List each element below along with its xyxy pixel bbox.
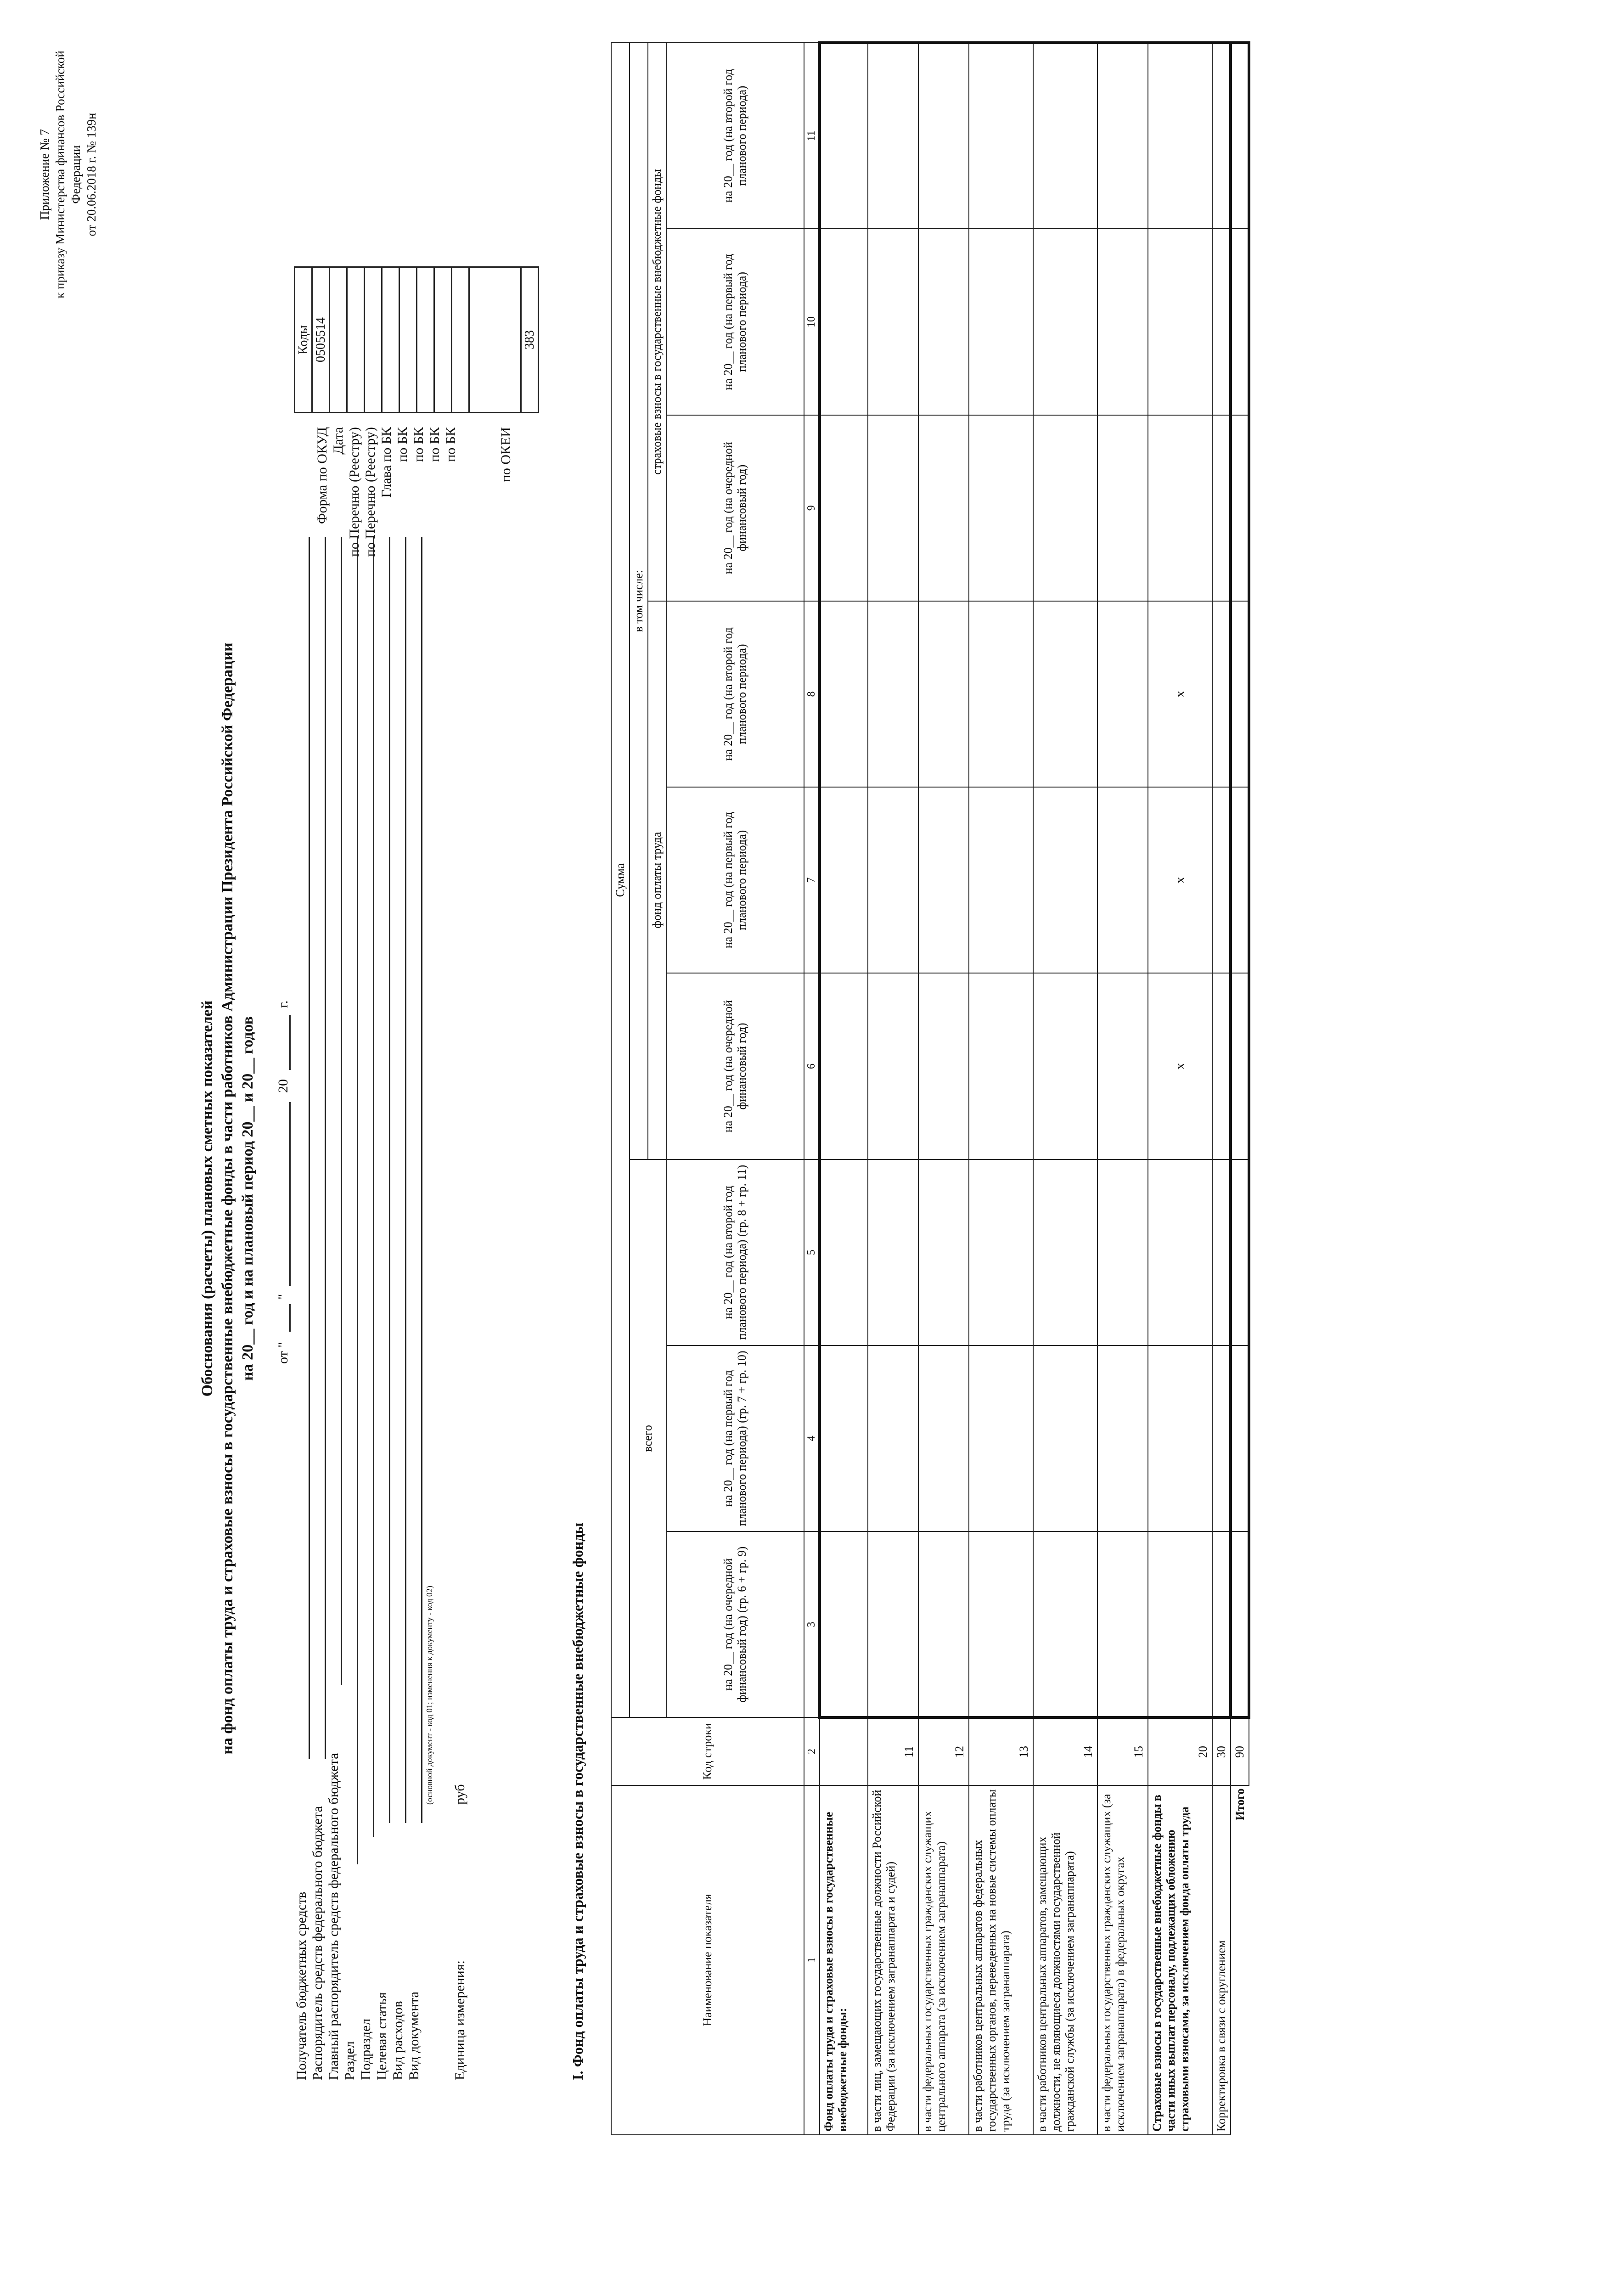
cell-col-7[interactable] bbox=[820, 787, 868, 973]
row-code: 12 bbox=[918, 1717, 969, 1785]
row-name: в части федеральных государственных гражданских служащих центрального аппарата (за исключением загранаппарата) bbox=[918, 1785, 969, 2135]
col-header-name: Наименование показателя bbox=[611, 1785, 804, 2135]
cell-col-9[interactable] bbox=[969, 415, 1033, 601]
group-header-total: всего bbox=[630, 1159, 666, 1718]
col-header-11: на 20__ год (на второй год планового периода) bbox=[666, 43, 804, 229]
col-header-4: на 20__ год (на первый год планового периода) (гр. 7 + гр. 10) bbox=[666, 1345, 804, 1531]
cell-col-8[interactable] bbox=[868, 601, 918, 787]
cell-col-11[interactable] bbox=[1097, 43, 1148, 229]
cell-col-3[interactable] bbox=[1212, 1531, 1231, 1717]
date-code-cell bbox=[330, 267, 347, 413]
cell-col-3[interactable] bbox=[820, 1531, 868, 1717]
cell-col-8[interactable] bbox=[969, 601, 1033, 787]
cell-col-11[interactable] bbox=[1033, 43, 1097, 229]
total-cell-col-5[interactable] bbox=[1231, 1159, 1249, 1345]
date-year-line bbox=[289, 1015, 291, 1070]
row-name: Корректировка в связи с округлением bbox=[1212, 1785, 1231, 2135]
recipient-line bbox=[309, 537, 310, 1759]
unit-value: руб bbox=[452, 1784, 467, 1805]
unit-label: Единица измерения: bbox=[452, 1960, 467, 2080]
bk-label-1: по БК bbox=[395, 427, 410, 462]
total-cell-col-4[interactable] bbox=[1231, 1345, 1249, 1531]
bk-label-4: по БК bbox=[443, 427, 458, 462]
cell-col-5[interactable] bbox=[969, 1159, 1033, 1345]
date-month-line bbox=[289, 1102, 291, 1286]
col-num-8: 8 bbox=[804, 601, 820, 787]
col-header-8: на 20__ год (на второй год планового периода) bbox=[666, 601, 804, 787]
col-header-code: Код строки bbox=[611, 1717, 804, 1785]
cell-col-4[interactable] bbox=[820, 1345, 868, 1531]
col-num-2: 2 bbox=[804, 1717, 820, 1785]
date-label: Дата bbox=[331, 427, 346, 455]
cell-col-9[interactable] bbox=[1033, 415, 1097, 601]
cell-col-10[interactable] bbox=[868, 229, 918, 415]
cell-col-6[interactable] bbox=[1033, 973, 1097, 1159]
cell-col-8[interactable]: x bbox=[1148, 601, 1212, 787]
row-code: 30 bbox=[1212, 1717, 1231, 1785]
subsection-code-cell bbox=[417, 267, 434, 413]
cell-col-5[interactable] bbox=[918, 1159, 969, 1345]
col-header-5: на 20__ год (на второй год планового периода) (гр. 8 + гр. 11) bbox=[666, 1159, 804, 1345]
data-rows bbox=[820, 43, 1249, 2135]
cell-col-5[interactable] bbox=[868, 1159, 918, 1345]
cell-col-6[interactable] bbox=[1212, 973, 1231, 1159]
cell-col-11[interactable] bbox=[820, 43, 868, 229]
col-num-11: 11 bbox=[804, 43, 820, 229]
total-row bbox=[1231, 43, 1249, 2135]
appendix-order: к приказу Министерства финансов Российской Федерации bbox=[53, 51, 83, 298]
recipient-label: Получатель бюджетных средств bbox=[294, 1891, 309, 2080]
cell-col-11[interactable] bbox=[969, 43, 1033, 229]
group-header-including: в том числе: bbox=[630, 43, 648, 1159]
title-line-2: на фонд оплаты труда и страховые взносы в государственные внебюджетные фонды в части работников Администрации Президента Российской Федерации bbox=[219, 642, 236, 1755]
appendix-reference bbox=[37, 32, 99, 317]
col-num-9: 9 bbox=[804, 415, 820, 601]
col-num-1: 1 bbox=[804, 1785, 820, 2135]
section-code-cell bbox=[399, 267, 417, 413]
cell-col-6[interactable] bbox=[868, 973, 918, 1159]
total-cell-col-11[interactable] bbox=[1231, 43, 1249, 229]
total-cell-col-8[interactable] bbox=[1231, 601, 1249, 787]
total-label: Итого bbox=[1231, 1785, 1249, 2135]
cell-col-8[interactable] bbox=[918, 601, 969, 787]
cell-col-10[interactable] bbox=[1097, 229, 1148, 415]
cell-col-6[interactable] bbox=[918, 973, 969, 1159]
col-header-sum: Сумма bbox=[611, 43, 630, 1717]
total-cell-col-9[interactable] bbox=[1231, 415, 1249, 601]
row-code bbox=[820, 1717, 868, 1785]
cell-col-8[interactable] bbox=[820, 601, 868, 787]
bk-label-3: по БК bbox=[427, 427, 442, 462]
cell-col-7[interactable] bbox=[918, 787, 969, 973]
section-title: I. Фонд оплаты труда и страховые взносы в государственные внебюджетные фонды bbox=[569, 1522, 586, 2080]
target-item-label: Целевая статья bbox=[374, 1992, 389, 2080]
cell-col-5[interactable] bbox=[1097, 1159, 1148, 1345]
appendix-number: Приложение № 7 bbox=[38, 129, 51, 220]
cell-col-4[interactable] bbox=[868, 1345, 918, 1531]
okei-code: 383 bbox=[521, 267, 539, 413]
cell-col-9[interactable] bbox=[1097, 415, 1148, 601]
okud-code: 0505514 bbox=[312, 267, 330, 413]
row-name: в части федеральных государственных гражданских служащих (за исключением загранаппарата) в федеральных округах bbox=[1097, 1785, 1148, 2135]
row-code: 13 bbox=[969, 1717, 1033, 1785]
group-header-insurance: страховые взносы в государственные внебюджетные фонды bbox=[648, 43, 666, 601]
cell-col-9[interactable] bbox=[1212, 415, 1231, 601]
codes-header: Коды bbox=[295, 267, 312, 413]
expense-type-label: Вид расходов bbox=[390, 2001, 405, 2080]
total-cell-col-3[interactable] bbox=[1231, 1531, 1249, 1717]
date-g: г. bbox=[276, 1000, 291, 1008]
cell-col-4[interactable] bbox=[969, 1345, 1033, 1531]
cell-col-7[interactable] bbox=[969, 787, 1033, 973]
cell-col-3[interactable] bbox=[1097, 1531, 1148, 1717]
row-name: в части лиц, замещающих государственные должности Российской Федерации (за исключением загранаппарата и судей) bbox=[868, 1785, 918, 2135]
cell-col-5[interactable] bbox=[820, 1159, 868, 1345]
doc-type-hint: (основной документ - код 01; изменения к документу - код 02) bbox=[425, 1586, 434, 1805]
cell-col-4[interactable] bbox=[918, 1345, 969, 1531]
date-day-line bbox=[289, 1304, 291, 1332]
cell-col-10[interactable] bbox=[1033, 229, 1097, 415]
col-num-10: 10 bbox=[804, 229, 820, 415]
doc-type-label: Вид документа bbox=[406, 1992, 422, 2080]
cell-col-10[interactable] bbox=[1212, 229, 1231, 415]
cell-col-8[interactable] bbox=[1033, 601, 1097, 787]
col-header-10: на 20__ год (на первый год планового периода) bbox=[666, 229, 804, 415]
expense-type-line bbox=[405, 537, 406, 1823]
row-name: Фонд оплаты труда и страховые взносы в государственные внебюджетные фонды: bbox=[820, 1785, 868, 2135]
cell-col-9[interactable] bbox=[868, 415, 918, 601]
main-table bbox=[611, 41, 1250, 2135]
group-header-fot: фонд оплаты труда bbox=[648, 601, 666, 1159]
cell-col-6[interactable] bbox=[820, 973, 868, 1159]
subsection-label: Подраздел bbox=[358, 2018, 373, 2080]
date-from-label: от " bbox=[276, 1342, 291, 1364]
table-row bbox=[1148, 43, 1212, 2135]
cell-col-7[interactable] bbox=[1097, 787, 1148, 973]
cell-col-4[interactable] bbox=[1097, 1345, 1148, 1531]
total-cell-col-10[interactable] bbox=[1231, 229, 1249, 415]
row-name: в части работников центральных аппаратов, замещающих должности, не являющиеся должностями государственной гражданской службы (за исключением загранаппарата) bbox=[1033, 1785, 1097, 2135]
cell-col-5[interactable] bbox=[1148, 1159, 1212, 1345]
cell-col-3[interactable] bbox=[918, 1531, 969, 1717]
registry-label-2: по Перечню (Реестру) bbox=[363, 427, 378, 557]
cell-col-3[interactable] bbox=[1033, 1531, 1097, 1717]
cell-col-4[interactable] bbox=[1212, 1345, 1231, 1531]
row-code: 15 bbox=[1097, 1717, 1148, 1785]
row-name: в части работников центральных аппаратов федеральных государственных органов, переведенных на новые системы оплаты труда (за исключением загранаппарата) bbox=[969, 1785, 1033, 2135]
table-row bbox=[918, 43, 969, 2135]
cell-col-7[interactable] bbox=[1212, 787, 1231, 973]
doc-type-code-cell bbox=[469, 267, 521, 413]
col-num-4: 4 bbox=[804, 1345, 820, 1531]
col-header-6: на 20__ год (на очередной финансовый год) bbox=[666, 973, 804, 1159]
date-quote: " bbox=[276, 1294, 291, 1300]
distributor-line bbox=[325, 537, 326, 1759]
col-num-6: 6 bbox=[804, 973, 820, 1159]
col-header-7: на 20__ год (на первый год планового периода) bbox=[666, 787, 804, 973]
okud-label: Форма по ОКУД bbox=[315, 427, 330, 524]
total-code: 90 bbox=[1231, 1717, 1249, 1785]
cell-col-3[interactable] bbox=[1148, 1531, 1212, 1717]
cell-col-10[interactable] bbox=[820, 229, 868, 415]
cell-col-6[interactable] bbox=[969, 973, 1033, 1159]
col-header-9: на 20__ год (на очередной финансовый год) bbox=[666, 415, 804, 601]
table-row bbox=[820, 43, 868, 2135]
row-code: 20 bbox=[1148, 1717, 1212, 1785]
cell-col-11[interactable] bbox=[1148, 43, 1212, 229]
row-name: Страховые взносы в государственные внебюджетные фонды в части иных выплат персоналу, подлежащих обложению страховыми взносами, за исключением фонда оплаты труда bbox=[1148, 1785, 1212, 2135]
main-distributor-line bbox=[341, 537, 342, 1685]
total-cell-col-7[interactable] bbox=[1231, 787, 1249, 973]
main-distributor-label: Главный распорядитель средств федерального бюджета bbox=[326, 1753, 341, 2080]
cell-col-6[interactable]: x bbox=[1148, 973, 1212, 1159]
title-line-3: на 20__ год и на плановый период 20__ и 20__ годов bbox=[239, 1016, 256, 1381]
section-label: Раздел bbox=[342, 2041, 357, 2080]
row-code: 11 bbox=[868, 1717, 918, 1785]
section-line bbox=[357, 537, 358, 1864]
subsection-line bbox=[373, 537, 374, 1837]
cell-col-7[interactable]: x bbox=[1148, 787, 1212, 973]
chapter-bk-label: Глава по БК bbox=[379, 427, 394, 498]
okei-label: по ОКЕИ bbox=[498, 427, 513, 483]
cell-col-5[interactable] bbox=[1212, 1159, 1231, 1345]
cell-col-9[interactable] bbox=[918, 415, 969, 601]
cell-col-4[interactable] bbox=[1148, 1345, 1212, 1531]
title-line-1: Обоснования (расчеты) плановых сметных показателей bbox=[199, 1000, 216, 1397]
cell-col-8[interactable] bbox=[1212, 601, 1231, 787]
codes-table bbox=[294, 266, 539, 413]
row-code: 14 bbox=[1033, 1717, 1097, 1785]
cell-col-9[interactable] bbox=[1148, 415, 1212, 601]
total-cell-col-6[interactable] bbox=[1231, 973, 1249, 1159]
target-code-cell bbox=[434, 267, 452, 413]
cell-col-8[interactable] bbox=[1097, 601, 1148, 787]
table-row bbox=[1212, 43, 1231, 2135]
appendix-date: от 20.06.2018 г. № 139н bbox=[84, 113, 98, 236]
date-year-prefix: 20 bbox=[276, 1079, 291, 1093]
cell-col-3[interactable] bbox=[868, 1531, 918, 1717]
cell-col-7[interactable] bbox=[1033, 787, 1097, 973]
table-row bbox=[1097, 43, 1148, 2135]
table-row bbox=[969, 43, 1033, 2135]
col-num-3: 3 bbox=[804, 1531, 820, 1717]
cell-col-10[interactable] bbox=[969, 229, 1033, 415]
col-header-3: на 20__ год (на очередной финансовый год) (гр. 6 + гр. 9) bbox=[666, 1531, 804, 1717]
doc-type-line bbox=[421, 537, 422, 1823]
cell-col-3[interactable] bbox=[969, 1531, 1033, 1717]
form-title bbox=[197, 602, 258, 1795]
cell-col-11[interactable] bbox=[868, 43, 918, 229]
chapter-code-cell bbox=[382, 267, 399, 413]
registry-code-cell-1 bbox=[347, 267, 365, 413]
col-num-7: 7 bbox=[804, 787, 820, 973]
cell-col-4[interactable] bbox=[1033, 1345, 1097, 1531]
registry-code-cell-2 bbox=[365, 267, 382, 413]
cell-col-7[interactable] bbox=[868, 787, 918, 973]
registry-label-1: по Перечню (Реестру) bbox=[347, 427, 362, 557]
cell-col-5[interactable] bbox=[1033, 1159, 1097, 1345]
table-row bbox=[868, 43, 918, 2135]
table-row bbox=[1033, 43, 1097, 2135]
target-item-line bbox=[389, 537, 390, 1823]
cell-col-10[interactable] bbox=[1148, 229, 1212, 415]
distributor-label: Распорядитель средств федерального бюджета bbox=[310, 1806, 325, 2080]
expense-code-cell bbox=[452, 267, 469, 413]
cell-col-11[interactable] bbox=[1212, 43, 1231, 229]
bk-label-2: по БК bbox=[411, 427, 426, 462]
cell-col-9[interactable] bbox=[820, 415, 868, 601]
cell-col-11[interactable] bbox=[918, 43, 969, 229]
col-num-5: 5 bbox=[804, 1159, 820, 1345]
cell-col-10[interactable] bbox=[918, 229, 969, 415]
cell-col-6[interactable] bbox=[1097, 973, 1148, 1159]
